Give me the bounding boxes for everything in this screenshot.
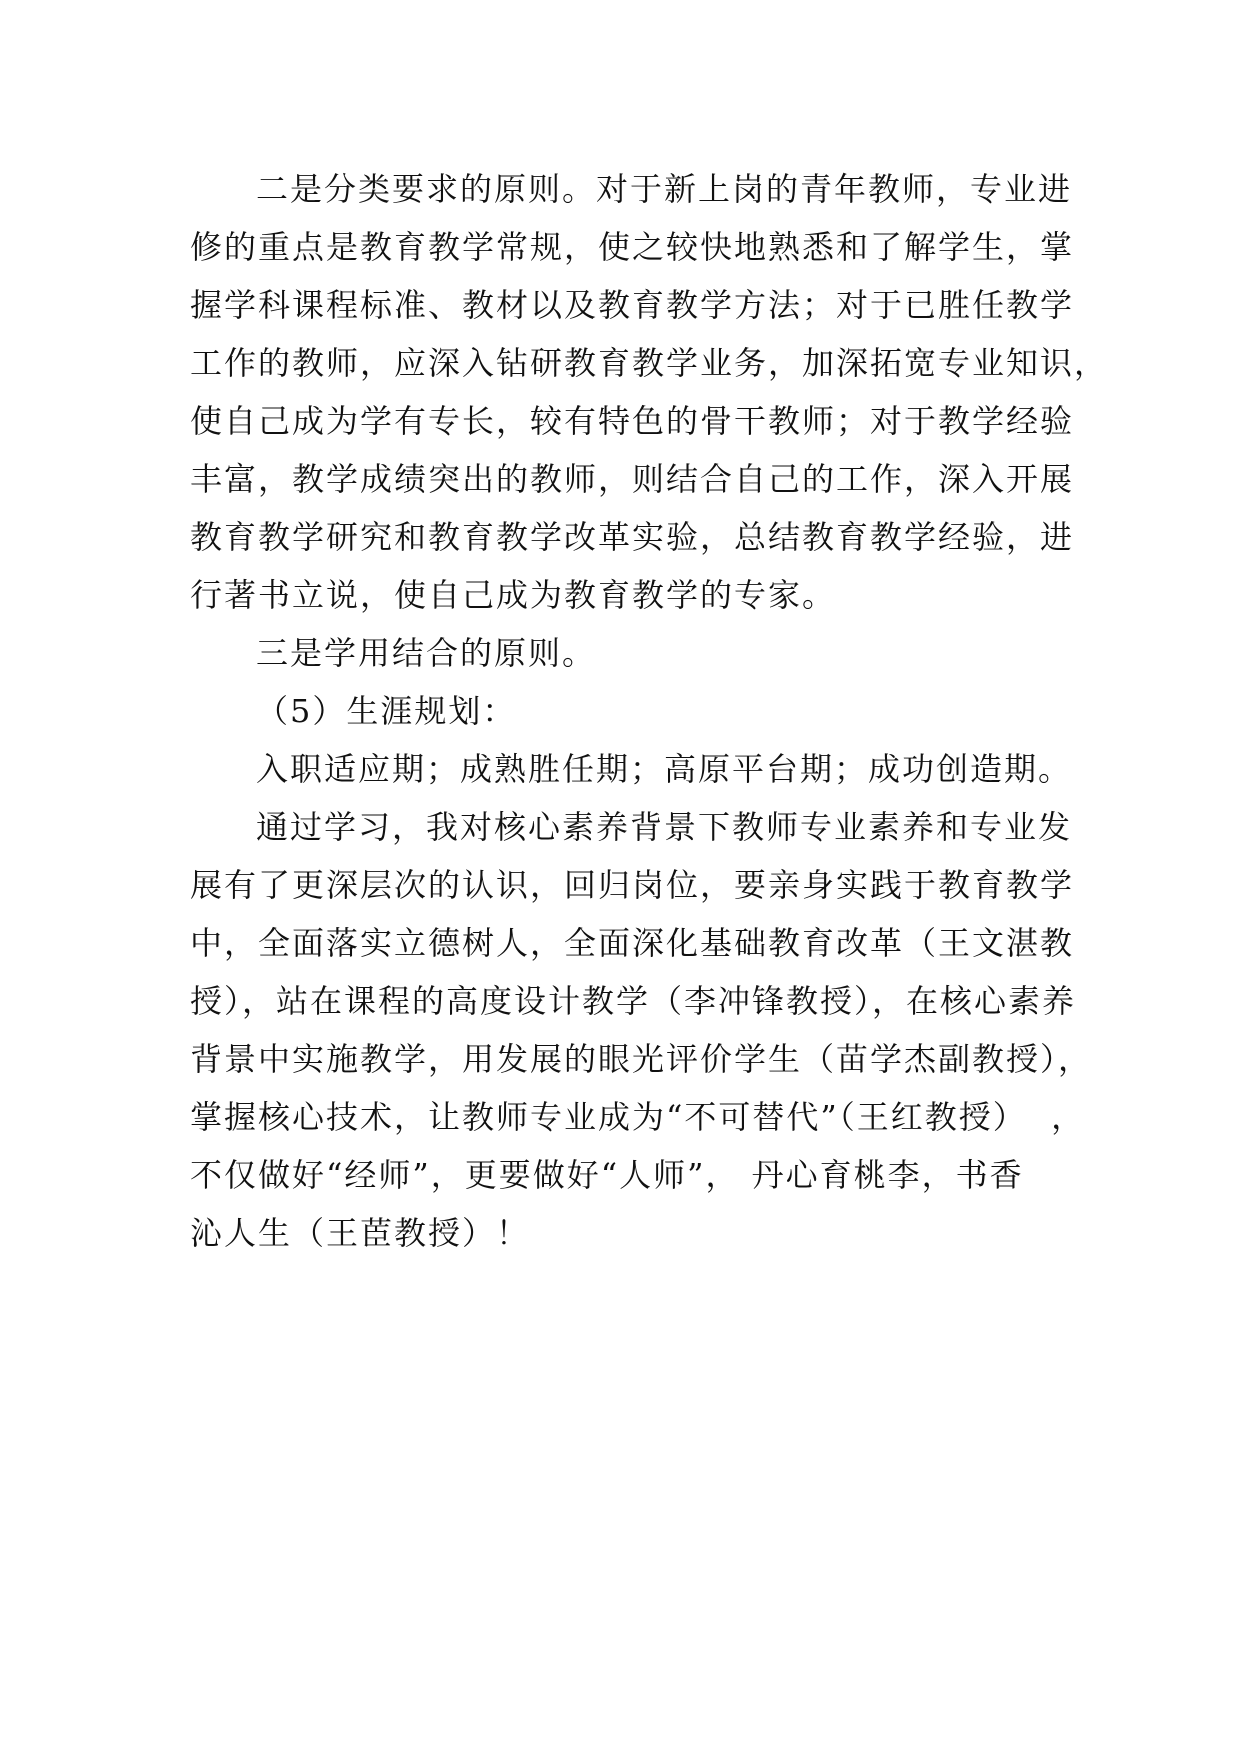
paragraph-line: 通过学习，我对核心素养背景下教师专业素养和专业发 xyxy=(256,808,1073,846)
document-body xyxy=(190,160,1109,1262)
section-heading: （5）生涯规划： xyxy=(256,692,517,730)
paragraph-line: 二是分类要求的原则。对于新上岗的青年教师，专业进 xyxy=(256,170,1073,208)
paragraph-line: 掌握核心技术，让教师专业成为“不可替代”（王红教授） ， xyxy=(190,1098,1086,1136)
paragraph-line: 丰富，教学成绩突出的教师，则结合自己的工作，深入开展 xyxy=(190,460,1075,498)
paragraph-line: 行著书立说，使自己成为教育教学的专家。 xyxy=(190,576,837,614)
paragraph-line: 展有了更深层次的认识，回归岗位，要亲身实践于教育教学 xyxy=(190,866,1075,904)
paragraph-line: 授），站在课程的高度设计教学（李冲锋教授），在核心素养 xyxy=(190,982,1077,1020)
paragraph-line: 背景中实施教学，用发展的眼光评价学生（苗学杰副教授）， xyxy=(190,1040,1093,1078)
paragraph-line: 教育教学研究和教育教学改革实验，总结教育教学经验，进 xyxy=(190,518,1075,556)
paragraph-line: 中，全面落实立德树人，全面深化基础教育改革（王文湛教 xyxy=(190,924,1075,962)
paragraph-line: 沁人生（王茞教授）！ xyxy=(190,1214,531,1252)
paragraph-line: 工作的教师，应深入钻研教育教学业务，加深拓宽专业知识， xyxy=(190,344,1109,382)
paragraph-line: 使自己成为学有专长，较有特色的骨干教师；对于教学经验 xyxy=(190,402,1075,440)
paragraph-line: 入职适应期；成熟胜任期；高原平台期；成功创造期。 xyxy=(256,750,1073,788)
paragraph-line: 修的重点是教育教学常规，使之较快地熟悉和了解学生，掌 xyxy=(190,228,1075,266)
paragraph-line: 三是学用结合的原则。 xyxy=(256,634,597,672)
paragraph-line: 不仅做好“经师”，更要做好“人师”， 丹心育桃李，书香 xyxy=(190,1156,1024,1194)
paragraph-line: 握学科课程标准、教材以及教育教学方法；对于已胜任教学 xyxy=(190,286,1075,324)
